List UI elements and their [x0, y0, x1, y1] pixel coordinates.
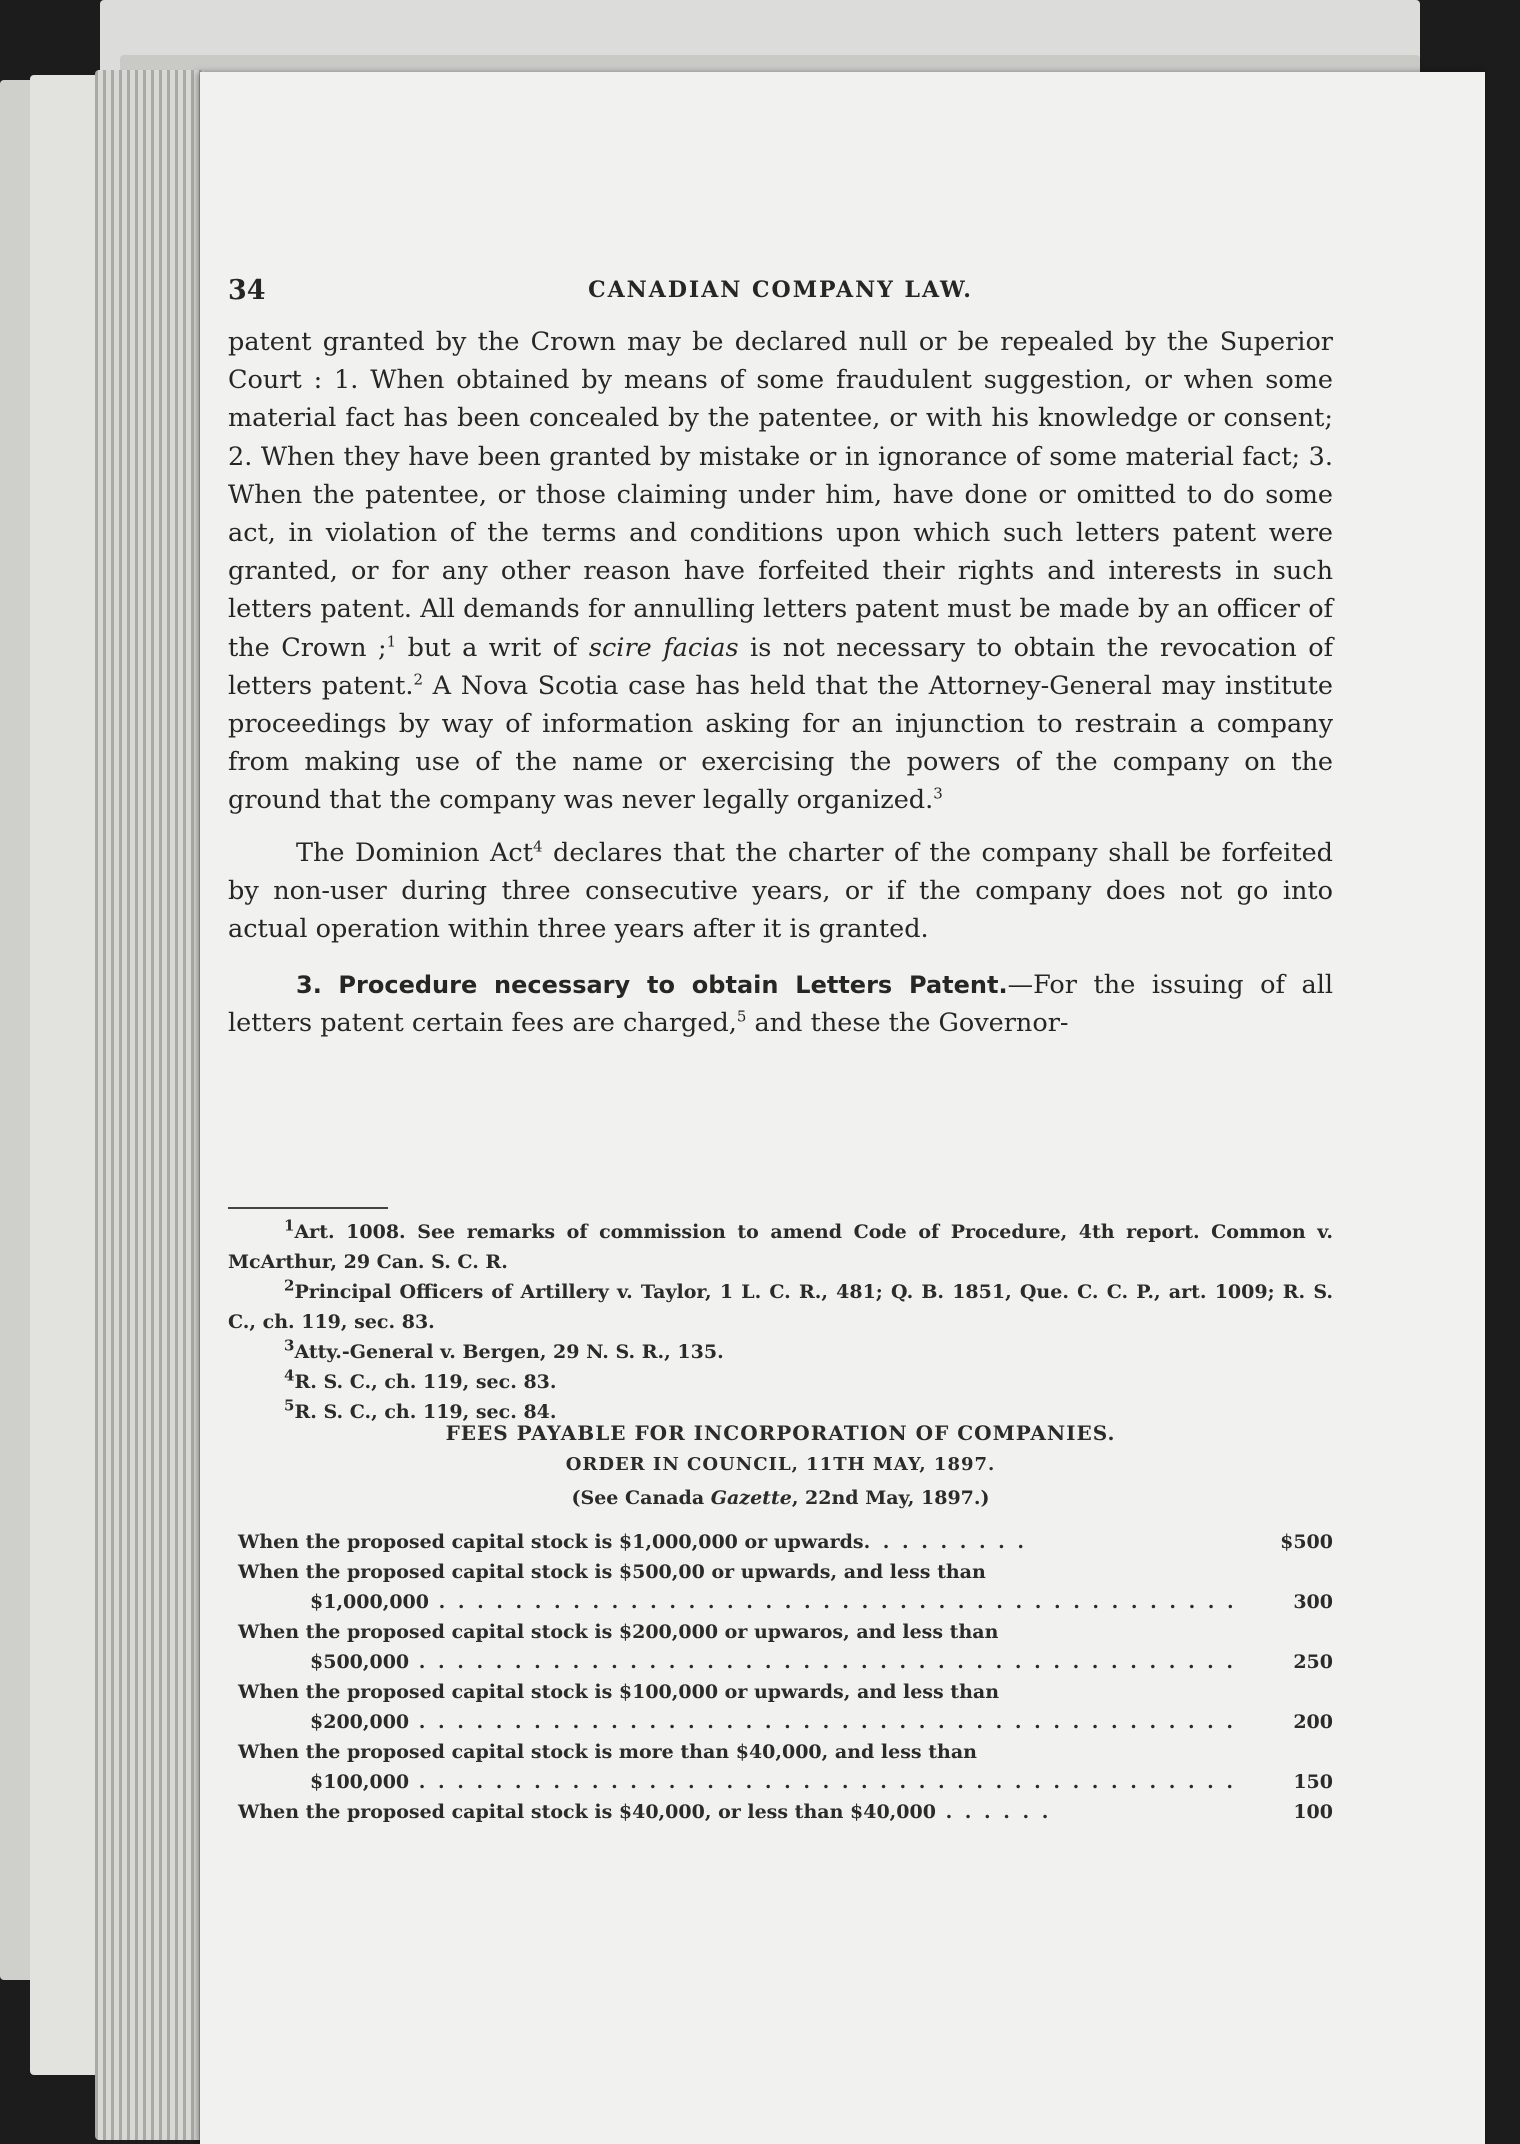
fee-amount: $500 [1280, 1531, 1333, 1553]
paragraph-1-part-d: A Nova Scotia case has held that the Attorney-General may institute proceedings by way of information asking for an injunction to restrain a company from making use of the name or exercising the powers of the company on the ground that the company was never legally organized. [228, 670, 1333, 816]
fee-condition: When the proposed capital stock is $1,000,000 or upwards [238, 1531, 864, 1553]
leader-dots: . . . . . . . . . . . . . . . . . . . . . . . . . . . . . . . . . . . . . . . . . . . [409, 1771, 1237, 1793]
fee-threshold: $1,000,000 [310, 1591, 429, 1613]
footnote-ref-3: 3 [933, 784, 943, 803]
section-3-part-a: —For the issuing of all letters patent certain fees are charged, [228, 970, 1334, 1039]
page-number: 34 [228, 275, 266, 306]
fees-title: FEES PAYABLE FOR INCORPORATION OF COMPANIES. [445, 1421, 1116, 1445]
leader-dots: . . . . . . . . . [863, 1531, 1028, 1553]
fee-amount: 300 [1293, 1591, 1333, 1613]
leader-dots: . . . . . . [935, 1801, 1052, 1823]
fees-note-part-b: , 22nd May, 1897.) [791, 1487, 990, 1509]
footnote-ref-5: 5 [736, 1007, 747, 1026]
footnote-2 [228, 1277, 1333, 1337]
section-3-paragraph [228, 966, 1333, 1042]
fee-amount: 150 [1293, 1771, 1333, 1793]
footnotes [228, 1217, 1333, 1427]
footnote-mark: 5 [284, 1396, 295, 1415]
footnote-ref-2: 2 [413, 670, 423, 689]
body-text [228, 323, 1333, 1043]
footnote-mark: 3 [284, 1336, 295, 1355]
fees-note [228, 1481, 1333, 1515]
paragraph-2-part-b: declares that the charter of the company shall be forfeited by non-user during three consecutive years, or if the company does not go into actual operation within three years after it is granted. [228, 837, 1333, 945]
fee-condition: When the proposed capital stock is $500,00 or upwards, and less than [238, 1561, 986, 1583]
footnote-text: R. S. C., ch. 119, sec. 83. [294, 1371, 557, 1393]
fee-row [228, 1677, 1333, 1737]
page-stack-left-edge-inner [95, 70, 205, 2140]
footnote-mark: 2 [284, 1276, 295, 1295]
footnote-text: Principal Officers of Artillery v. Taylor, 1 L. C. R., 481; Q. B. 1851, Que. C. C. P., art. 1009; R. S. C., ch. 119, sec. 83. [228, 1281, 1333, 1333]
footnote-ref-1: 1 [386, 632, 397, 651]
fee-threshold: $100,000 [310, 1771, 410, 1793]
fee-threshold: $200,000 [310, 1711, 410, 1733]
fee-amount: 250 [1293, 1651, 1333, 1673]
fee-threshold: $500,000 [310, 1651, 410, 1673]
section-heading: Procedure necessary to obtain Letters Patent. [338, 971, 1008, 1000]
paragraph-1-part-c: is not necessary to obtain the revocation of letters patent. [228, 632, 1334, 701]
scire-facias-italic: scire facias [588, 632, 739, 663]
fee-amount: 100 [1293, 1801, 1333, 1823]
fees-table [228, 1417, 1333, 1827]
footnote-mark: 1 [284, 1216, 295, 1235]
footnote-3 [228, 1337, 1333, 1367]
footnote-rule [228, 1207, 388, 1209]
paragraph-1 [228, 323, 1333, 820]
footnote-1 [228, 1217, 1333, 1277]
footnote-text: Atty.-General v. Bergen, 29 N. S. R., 135. [294, 1341, 724, 1363]
fee-condition: When the proposed capital stock is $200,000 or upwaros, and less than [238, 1621, 999, 1643]
footnote-ref-4: 4 [532, 837, 543, 856]
section-number: 3. [296, 971, 322, 1000]
gazette-italic: Gazette [710, 1487, 792, 1509]
fees-note-part-a: (See Canada [571, 1487, 711, 1509]
fee-row [228, 1527, 1333, 1557]
section-3-part-b: and these the Governor- [746, 1008, 1069, 1039]
footnote-mark: 4 [284, 1366, 295, 1385]
running-title: CANADIAN COMPANY LAW. [588, 277, 973, 303]
leader-dots: . . . . . . . . . . . . . . . . . . . . . . . . . . . . . . . . . . . . . . . . . . . [409, 1711, 1237, 1733]
page-content [228, 205, 1334, 1823]
footnote-4 [228, 1367, 1333, 1397]
fee-condition: When the proposed capital stock is $100,000 or upwards, and less than [238, 1681, 1000, 1703]
footnote-text: R. S. C., ch. 119, sec. 84. [294, 1401, 557, 1423]
footnote-text: Art. 1008. See remarks of commission to amend Code of Procedure, 4th report. Common v. McArthur, 29 Can. S. C. R. [228, 1221, 1333, 1273]
paragraph-2-part-a: The Dominion Act [296, 837, 533, 868]
fee-amount: 200 [1293, 1711, 1333, 1733]
fees-subtitle: ORDER IN COUNCIL, 11TH MAY, 1897. [565, 1454, 996, 1475]
paragraph-1-part-b: but a writ of [396, 632, 589, 663]
fee-row [228, 1617, 1333, 1677]
fee-row [228, 1737, 1333, 1797]
fee-condition: When the proposed capital stock is more than $40,000, and less than [238, 1741, 977, 1763]
leader-dots: . . . . . . . . . . . . . . . . . . . . . . . . . . . . . . . . . . . . . . . . . . [429, 1591, 1237, 1613]
leader-dots: . . . . . . . . . . . . . . . . . . . . . . . . . . . . . . . . . . . . . . . . . . . [409, 1651, 1237, 1673]
fee-row [228, 1557, 1333, 1617]
paragraph-2 [228, 834, 1333, 949]
fee-row [228, 1797, 1333, 1827]
paragraph-1-part-a: patent granted by the Crown may be declared null or be repealed by the Superior Court : 1. When obtained by means of some fraudulent suggestion, or when some material fact has been concealed by the patentee, or with his knowledge or consent; 2. When they have been granted by mistake or in ignorance of some material fact; 3. When the patentee, or those claiming under him, have done or omitted to do some act, in violation of the terms and conditions upon which such letters patent were granted, or for any other reason have forfeited their rights and interests in such letters patent. All demands for annulling letters patent must be made by an officer of the Crown ; [228, 327, 1333, 663]
fee-condition: When the proposed capital stock is $40,000, or less than $40,000 [238, 1801, 936, 1823]
fee-list [228, 1527, 1333, 1827]
running-head [228, 205, 1333, 306]
